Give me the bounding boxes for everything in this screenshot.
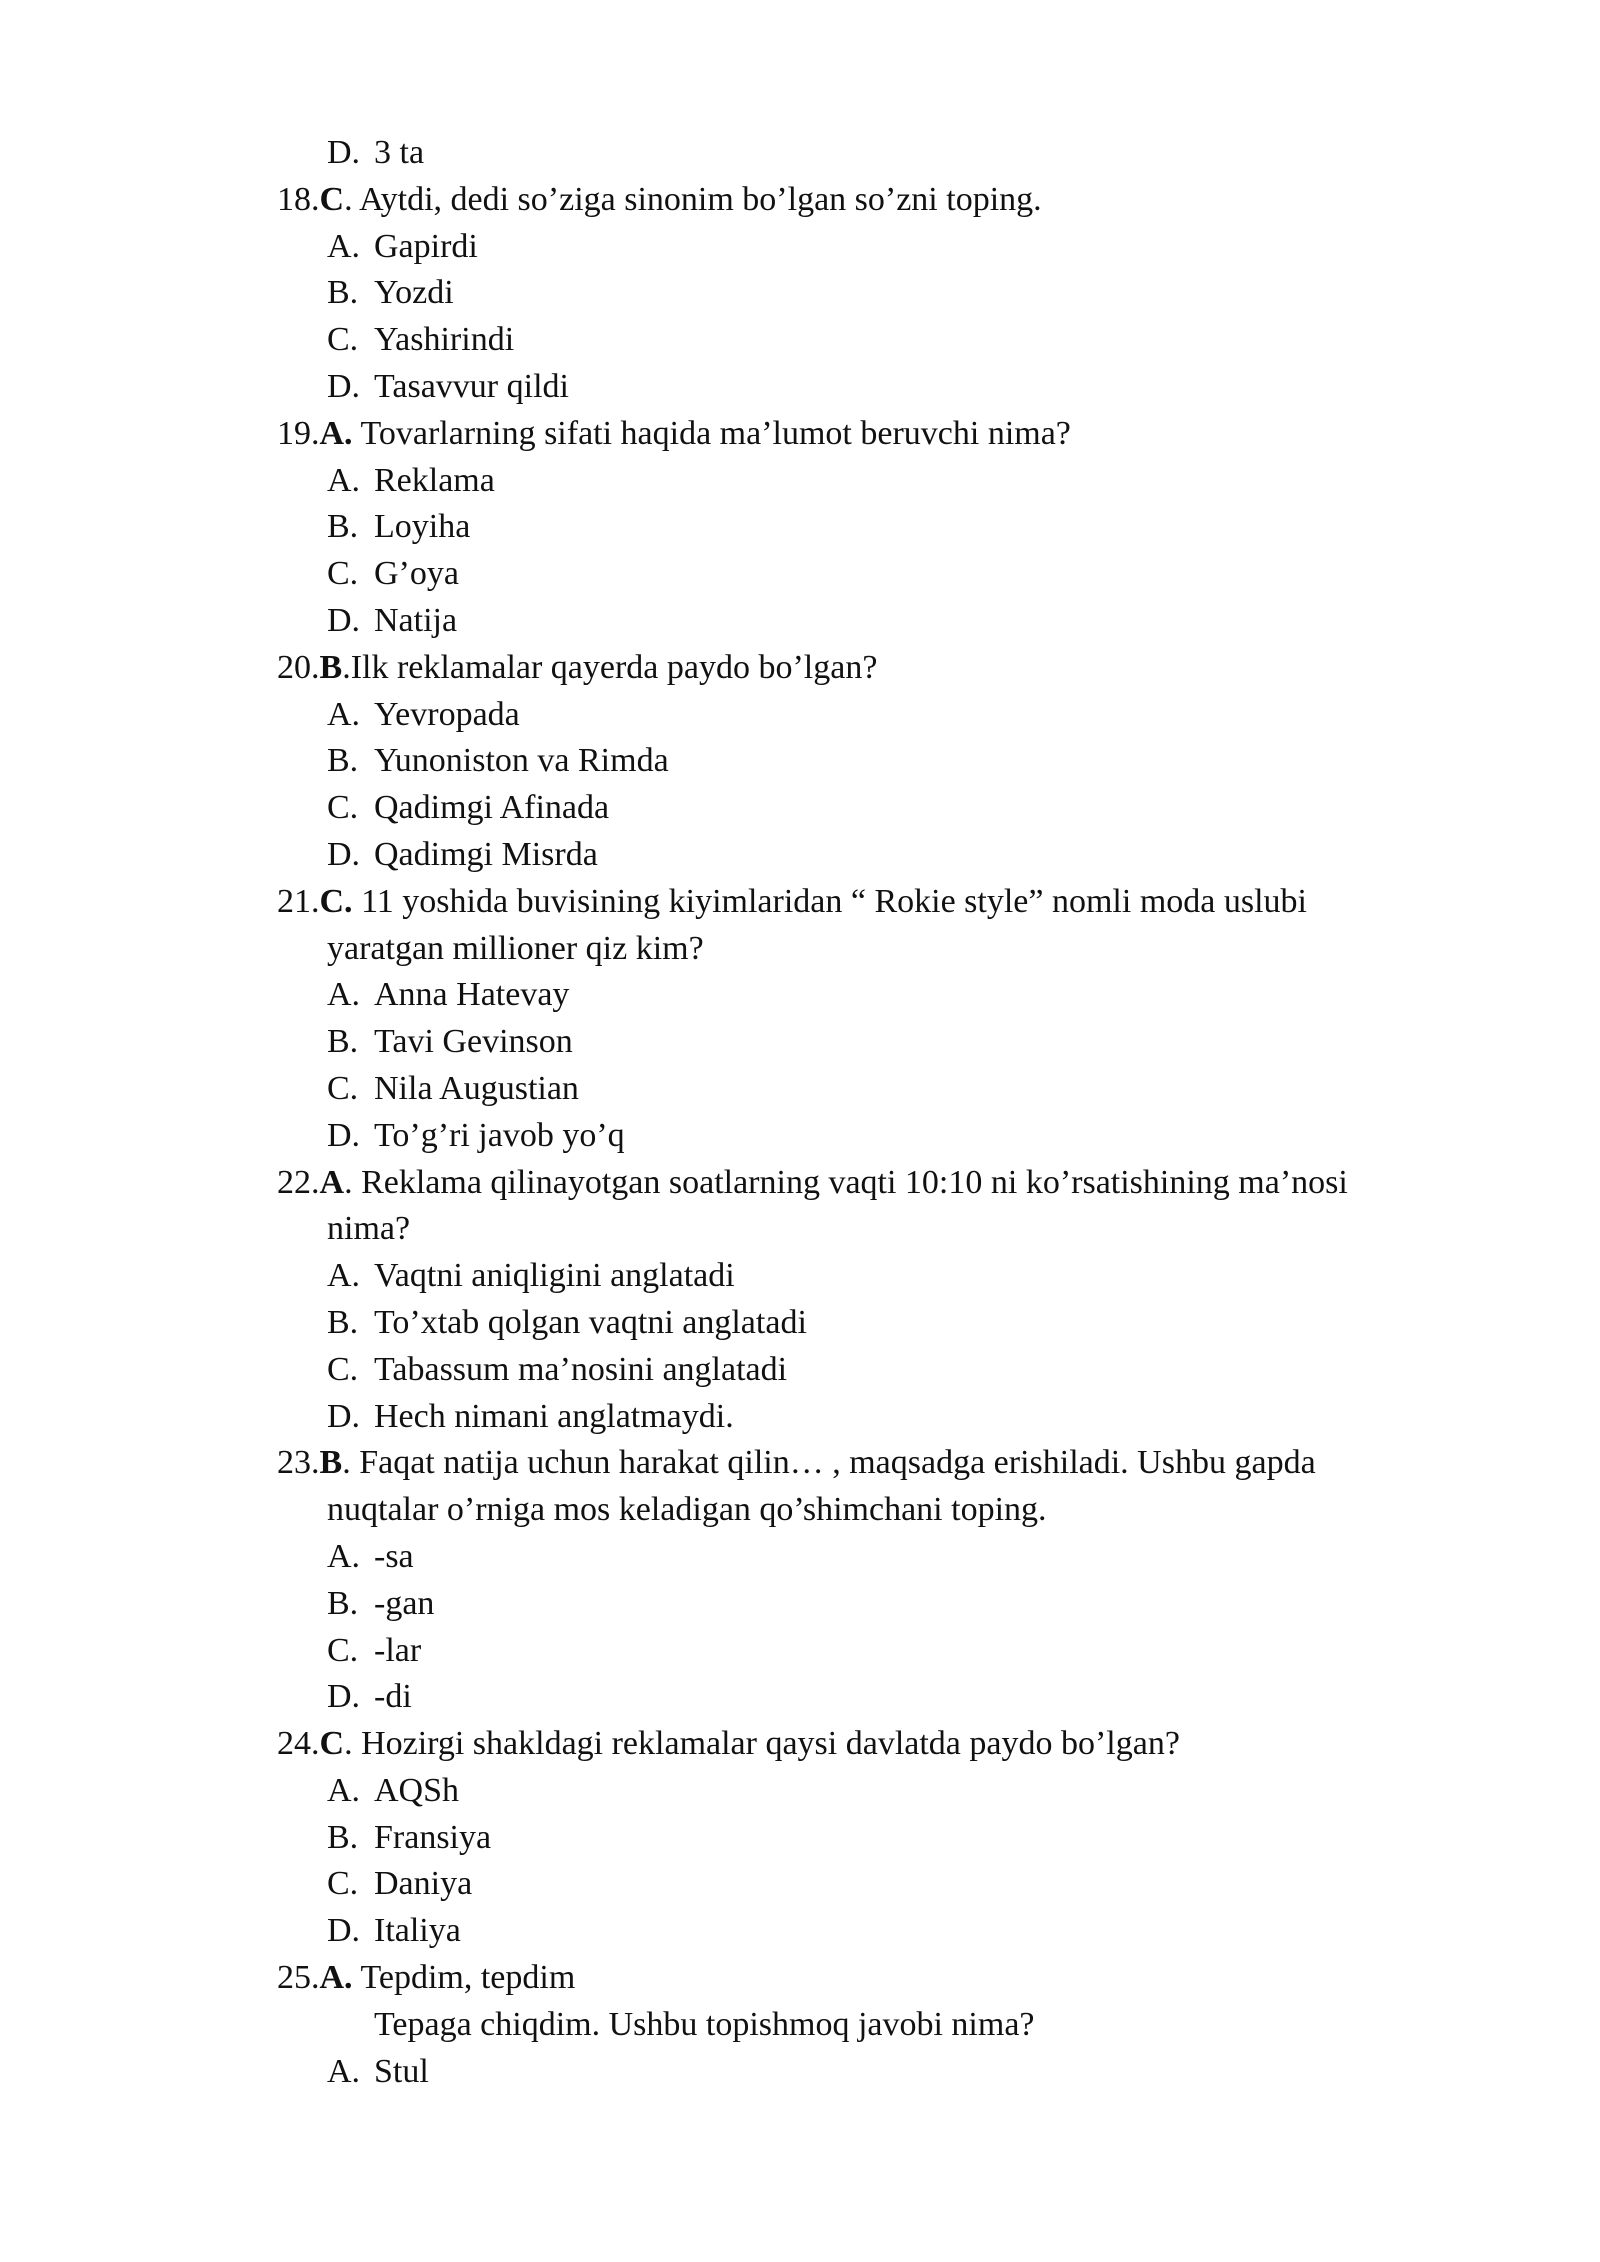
option-line [0, 1581, 1600, 1628]
option-line [0, 738, 1600, 785]
option-letter: D. [327, 134, 361, 171]
option-letter: B. [327, 274, 359, 312]
option-letter: B. [327, 1584, 359, 1622]
option-letter: B. [327, 1023, 359, 1061]
option-line [0, 1908, 1600, 1955]
question-continuation-line [0, 1206, 1600, 1253]
question-line [0, 1440, 1600, 1487]
option-text: -gan [374, 1584, 435, 1622]
option-letter: C. [327, 1069, 359, 1107]
question-text: . Faqat natija uchun harakat qilin… , maqsadga erishiladi. Ushbu gapda [342, 1444, 1316, 1482]
option-text: Tavi Gevinson [374, 1023, 573, 1061]
option-text: Yunoniston va Rimda [374, 742, 669, 780]
option-text: -di [374, 1678, 412, 1716]
option-line [0, 364, 1600, 411]
option-letter: C. [327, 555, 359, 593]
question-text: . Hozirgi shakldagi reklamalar qaysi davlatda paydo bo’lgan? [344, 1725, 1180, 1763]
question-number: 20. [277, 648, 320, 686]
option-letter: D. [327, 1678, 361, 1716]
question-head [277, 411, 1071, 458]
option-text: Reklama [374, 461, 495, 499]
option-letter: C. [327, 1350, 359, 1388]
question-continuation: nuqtalar o’rniga mos keladigan qo’shimchani toping. [327, 1491, 1047, 1529]
option-letter: A. [327, 2052, 361, 2090]
option-text: Gapirdi [374, 227, 478, 265]
question-continuation: yaratgan millioner qiz kim? [327, 929, 704, 967]
question-answer-key: B [319, 648, 343, 686]
option-line [0, 270, 1600, 317]
option-line [0, 1394, 1600, 1441]
option-letter: C. [327, 321, 359, 359]
option-line [0, 504, 1600, 551]
question-head [277, 1721, 1180, 1768]
option-letter: D. [327, 1912, 361, 1950]
option-letter: B. [327, 742, 359, 780]
question-text: 11 yoshida buvisining kiyimlaridan “ Rokie style” nomli moda uslubi [361, 882, 1307, 920]
question-answer-key: C. [319, 882, 353, 920]
option-line [0, 130, 1600, 177]
option-text: Tabassum ma’nosini anglatadi [374, 1350, 788, 1388]
option-text: Loyiha [374, 508, 471, 546]
option-line [0, 972, 1600, 1019]
question-line [0, 1721, 1600, 1768]
option-text: Yozdi [374, 274, 454, 312]
option-text: G’oya [374, 555, 459, 593]
option-letter: C. [327, 1865, 359, 1903]
question-head [277, 879, 1307, 926]
option-text: Qadimgi Afinada [374, 789, 610, 827]
option-line [0, 1019, 1600, 1066]
question-answer-key: B [319, 1444, 343, 1482]
option-line [0, 1066, 1600, 1113]
option-letter: A. [327, 1537, 361, 1575]
option-letter: A. [327, 695, 361, 733]
question-head [277, 645, 877, 692]
option-text: Anna Hatevay [374, 976, 570, 1014]
option-line [0, 1534, 1600, 1581]
question-line [0, 645, 1600, 692]
option-letter: D. [327, 367, 361, 405]
option-text: Yashirindi [374, 321, 515, 359]
question-text: . Aytdi, dedi so’ziga sinonim bo’lgan so’zni toping. [344, 180, 1042, 218]
option-text: 3 ta [374, 134, 425, 171]
option-letter: B. [327, 1303, 359, 1341]
option-line [0, 551, 1600, 598]
option-line [0, 1253, 1600, 1300]
question-head [277, 1440, 1316, 1487]
question-line [0, 177, 1600, 224]
option-line [0, 1113, 1600, 1160]
option-letter: D. [327, 1116, 361, 1154]
option-letter: B. [327, 1818, 359, 1856]
question-continuation: Tepaga chiqdim. Ushbu topishmoq javobi nima? [374, 2005, 1035, 2043]
question-answer-key: A [319, 1163, 345, 1201]
question-number: 23. [277, 1444, 320, 1482]
option-text: Daniya [374, 1865, 473, 1903]
question-answer-key: A. [319, 414, 353, 452]
option-line [0, 1628, 1600, 1675]
option-letter: A. [327, 976, 361, 1014]
option-line [0, 1674, 1600, 1721]
option-text: To’xtab qolgan vaqtni anglatadi [374, 1303, 807, 1341]
option-text: Stul [374, 2052, 429, 2090]
question-number: 18. [277, 180, 320, 218]
question-line [0, 1955, 1600, 2002]
option-letter: D. [327, 601, 361, 639]
option-letter: C. [327, 789, 359, 827]
option-letter: C. [327, 1631, 359, 1669]
option-line [0, 692, 1600, 739]
option-line [0, 1815, 1600, 1862]
question-number: 22. [277, 1163, 320, 1201]
option-letter: A. [327, 1771, 361, 1809]
option-text: AQSh [374, 1771, 460, 1809]
option-letter: A. [327, 227, 361, 265]
question-head [277, 1955, 575, 2002]
question-number: 21. [277, 882, 320, 920]
question-answer-key: C [319, 1725, 345, 1763]
question-head [277, 177, 1042, 224]
option-letter: A. [327, 461, 361, 499]
option-text: Hech nimani anglatmaydi. [374, 1397, 734, 1435]
question-continuation-line [0, 2002, 1600, 2049]
question-head [277, 1160, 1348, 1207]
option-line [0, 224, 1600, 271]
option-line [0, 832, 1600, 879]
option-line [0, 2049, 1600, 2096]
option-letter: B. [327, 508, 359, 546]
option-line [0, 1861, 1600, 1908]
option-text: Yevropada [374, 695, 520, 733]
document-page [0, 130, 1600, 2095]
question-text: .Ilk reklamalar qayerda paydo bo’lgan? [342, 648, 878, 686]
option-text: -lar [374, 1631, 422, 1669]
option-letter: D. [327, 835, 361, 873]
option-line [0, 598, 1600, 645]
option-text: To’g’ri javob yo’q [374, 1116, 625, 1154]
option-text: Tasavvur qildi [374, 367, 569, 405]
option-letter: D. [327, 1397, 361, 1435]
option-line [0, 1347, 1600, 1394]
option-text: -sa [374, 1537, 414, 1575]
question-line [0, 411, 1600, 458]
option-text: Fransiya [374, 1818, 492, 1856]
question-continuation-line [0, 926, 1600, 973]
question-text: . Reklama qilinayotgan soatlarning vaqti 10:10 ni ko’rsatishining ma’nosi [344, 1163, 1348, 1201]
question-line [0, 879, 1600, 926]
question-answer-key: A. [319, 1959, 353, 1997]
option-line [0, 1300, 1600, 1347]
question-continuation: nima? [327, 1210, 411, 1248]
option-text: Qadimgi Misrda [374, 835, 598, 873]
option-letter: A. [327, 1257, 361, 1295]
question-number: 19. [277, 414, 320, 452]
option-line [0, 458, 1600, 505]
option-line [0, 1768, 1600, 1815]
option-line [0, 317, 1600, 364]
option-text: Vaqtni aniqligini anglatadi [374, 1257, 735, 1295]
question-answer-key: C [319, 180, 345, 218]
question-text: Tovarlarning sifati haqida ma’lumot beruvchi nima? [360, 414, 1071, 452]
question-number: 25. [277, 1959, 320, 1997]
option-text: Italiya [374, 1912, 461, 1950]
option-text: Natija [374, 601, 458, 639]
question-number: 24. [277, 1725, 320, 1763]
option-text: Nila Augustian [374, 1069, 579, 1107]
option-line [0, 785, 1600, 832]
question-continuation-line [0, 1487, 1600, 1534]
question-text: Tepdim, tepdim [360, 1959, 576, 1997]
question-line [0, 1160, 1600, 1207]
